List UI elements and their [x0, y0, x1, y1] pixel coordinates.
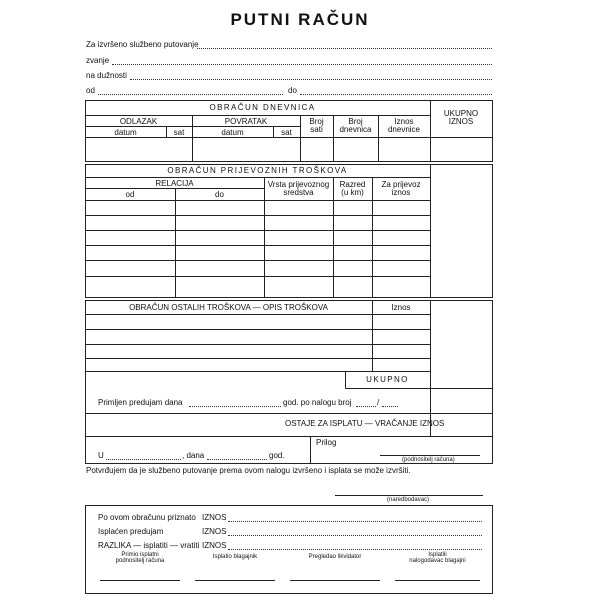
nalog-slash: /: [377, 398, 380, 407]
mjesto-field[interactable]: [106, 459, 181, 460]
vrsta-header: Vrsta prijevoznog sredstva: [267, 180, 330, 198]
broj-dnevnica-header: Broj dnevnica: [339, 117, 372, 135]
predujam-iznos-field[interactable]: [228, 535, 482, 536]
povratak-datum-header: datum: [221, 128, 244, 137]
ostali-iznos-header: Iznos: [391, 303, 411, 312]
nalog-godina-field[interactable]: [382, 406, 398, 407]
odlazak-sat-header: sat: [173, 128, 185, 137]
od-label: od: [86, 86, 95, 95]
odlazak-datum-header: datum: [114, 128, 137, 137]
nalogodavac-signature-line[interactable]: [395, 580, 480, 581]
predujam-dana-field[interactable]: [189, 406, 281, 407]
primio-signature-line[interactable]: [100, 580, 180, 581]
u-label: U: [98, 451, 104, 460]
relacija-od-header: od: [125, 190, 135, 199]
blagajnik-caption: Isplatio blagajnik: [212, 554, 258, 560]
podnositelj-caption: (podnositelj računa): [402, 457, 455, 463]
primljen-predujam-label: Primljen predujam dana: [98, 398, 183, 407]
prijevoz-title: OBRAČUN PRIJEVOZNIH TROŠKOVA: [167, 166, 348, 175]
iznos-dnevnice-header: Iznos dnevnice: [387, 117, 421, 135]
dana-label: , dana: [182, 451, 205, 460]
za-prijevoz-header: Za prijevoz iznos: [381, 180, 421, 198]
priznato-iznos-label: IZNOS: [202, 513, 227, 522]
po-nalogu-label: god. po nalogu broj: [283, 398, 352, 407]
duznosti-label: na dužnosti: [86, 71, 127, 80]
nalogodavac-caption: Isplatili nalogodavac blagajni: [409, 552, 466, 565]
prilog-label: Prilog: [316, 438, 337, 447]
povratak-sat-header: sat: [281, 128, 292, 137]
god-label: god.: [269, 451, 285, 460]
predujam-iznos-label: IZNOS: [202, 527, 227, 536]
dnevnice-title: OBRAČUN DNEVNICA: [209, 103, 316, 112]
broj-sati-header: Broj sati: [309, 117, 324, 135]
podnositelj-signature-line[interactable]: [380, 455, 480, 456]
zvanje-label: zvanje: [86, 56, 110, 65]
razlika-label: RAZLIKA — isplatiti — vratiti: [98, 541, 200, 550]
dana-field[interactable]: [207, 459, 267, 460]
ukupno-iznos-header: UKUPNO IZNOS: [443, 109, 479, 127]
povratak-header: POVRATAK: [224, 117, 268, 126]
naredbodavac-caption: (naredbodavac): [387, 497, 430, 503]
ukupno-label: UKUPNO: [366, 375, 409, 384]
page-title: PUTNI RAČUN: [230, 10, 370, 29]
nalog-broj-field[interactable]: [356, 406, 376, 407]
potvrdujem-text: Potvrđujem da je službeno putovanje prema ovom nalogu izvršeno i isplata se može izvršiti.: [86, 466, 411, 475]
likvidator-signature-line[interactable]: [290, 580, 380, 581]
odlazak-header: ODLAZAK: [119, 117, 158, 126]
ostali-title: OBRAČUN OSTALIH TROŠKOVA — OPIS TROŠKOVA: [129, 303, 328, 312]
naredbodavac-signature-line[interactable]: [335, 495, 483, 496]
relacija-header: RELACIJA: [155, 179, 194, 188]
blagajnik-signature-line[interactable]: [195, 580, 275, 581]
priznato-label: Po ovom obračunu priznato: [98, 513, 196, 522]
predujam-label: Isplaćen predujam: [98, 527, 164, 536]
likvidator-caption: Pregledao likvidator: [308, 554, 362, 560]
ostaje-label: OSTAJE ZA ISPLATU — VRAČANJE IZNOS: [285, 419, 445, 428]
relacija-do-header: do: [215, 190, 224, 199]
putovanje-label: Za izvršeno službeno putovanje: [86, 40, 199, 49]
primio-caption: Primio isplatni podnositelj računa: [115, 552, 165, 565]
razlika-iznos-field[interactable]: [228, 549, 482, 550]
razred-header: Razred (u km): [339, 180, 366, 198]
razlika-iznos-label: IZNOS: [202, 541, 227, 550]
do-label: do: [288, 86, 297, 95]
priznato-iznos-field[interactable]: [228, 521, 482, 522]
